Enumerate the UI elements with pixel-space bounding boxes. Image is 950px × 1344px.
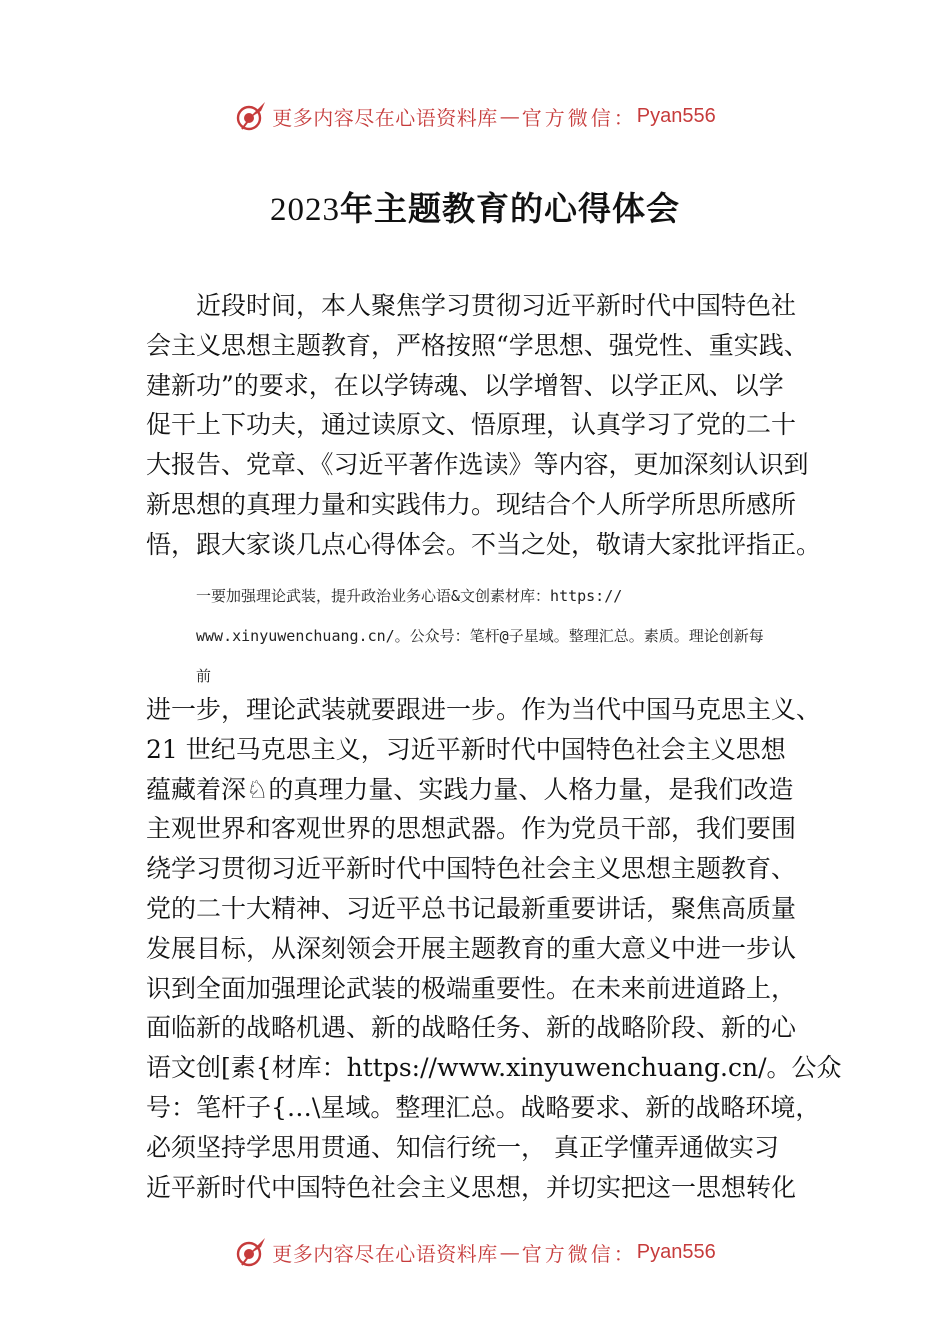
text-line: 建新功”的要求，在以学铸魂、以学增智、以学正风、以学 — [146, 370, 784, 400]
body-paragraph — [146, 690, 842, 1207]
text-line: 主观世界和客观世界的思想武器。作为党员干部，我们要围 — [146, 814, 797, 844]
quill-logo-icon — [234, 99, 268, 133]
watermark-label: 官方微信： — [521, 1241, 637, 1266]
text-line: 大报告、党章、《习近平著作选读》等内容，更加深刻认识到 — [146, 450, 809, 480]
text-line: 21 世纪马克思主义，习近平新时代中国特色社会主义思想 — [146, 734, 786, 764]
text-line: 促干上下功夫，通过读原文、悟原理，认真学习了党的二十 — [146, 410, 797, 440]
text-line: 近段时间，本人聚焦学习贯彻习近平新时代中国特色社 — [196, 291, 797, 320]
page-title — [0, 183, 950, 230]
intro-paragraph — [146, 286, 822, 565]
title-text: 年主题教育的心得体会 — [340, 189, 680, 228]
small-text-line: 前 — [196, 667, 212, 685]
text-line: 悟，跟大家谈几点心得体会。不当之处，敬请大家批评指正。 — [146, 529, 822, 559]
text-line: 新思想的真理力量和实践伟力。现结合个人所学所思所感所 — [146, 489, 797, 519]
text-line: 识到全面加强理论武装的极端重要性。在未来前进道路上， — [146, 973, 797, 1003]
header-watermark — [0, 96, 950, 136]
text-line: 绕学习贯彻习近平新时代中国特色社会主义思想主题教育、 — [146, 854, 797, 884]
watermark-brand: 更多内容尽在心语资料库 — [272, 1241, 498, 1266]
text-line: 会主义思想主题教育，严格按照“学思想、强党性、重实践、 — [146, 330, 809, 360]
text-line: 蕴藏着深♘的真理力量、实践力量、人格力量，是我们改造 — [146, 774, 794, 804]
watermark-separator: — — [499, 104, 520, 128]
text-line: 语文创[素{材库：https://www.xinyuwenchuang.cn/。公众 — [146, 1053, 842, 1083]
small-text-line: www.xinyuwenchuang.cn/。公众号：笔杆@子星域。整理汇总。素质。理论创新每 — [196, 627, 764, 645]
text-line: 必须坚持学思用贯通、知信行统一， 真正学懂弄通做实习 — [146, 1132, 779, 1162]
text-line: 号：笔杆子{…\星域。整理汇总。战略要求、新的战略环境， — [146, 1092, 821, 1122]
text-line: 近平新时代中国特色社会主义思想，并切实把这一思想转化 — [146, 1172, 797, 1202]
section-heading-small — [196, 576, 836, 696]
watermark-separator: — — [499, 1240, 520, 1264]
text-line: 面临新的战略机遇、新的战略任务、新的战略阶段、新的心 — [146, 1013, 797, 1043]
watermark-wechat-id: Pyan556 — [636, 1240, 716, 1263]
small-text-line: 一要加强理论武装，提升政治业务心语&文创素材库：https:// — [196, 587, 623, 605]
footer-watermark — [0, 1232, 950, 1272]
watermark-wechat-id: Pyan556 — [636, 104, 716, 127]
title-year: 2023 — [270, 192, 340, 228]
watermark-brand: 更多内容尽在心语资料库 — [272, 105, 498, 130]
text-line: 党的二十大精神、习近平总书记最新重要讲话，聚焦高质量 — [146, 893, 797, 923]
quill-logo-icon — [234, 1235, 268, 1269]
watermark-label: 官方微信： — [521, 105, 637, 130]
text-line: 进一步，理论武装就要跟进一步。作为当代中国马克思主义、 — [146, 695, 822, 724]
text-line: 发展目标，从深刻领会开展主题教育的重大意义中进一步认 — [146, 933, 797, 963]
